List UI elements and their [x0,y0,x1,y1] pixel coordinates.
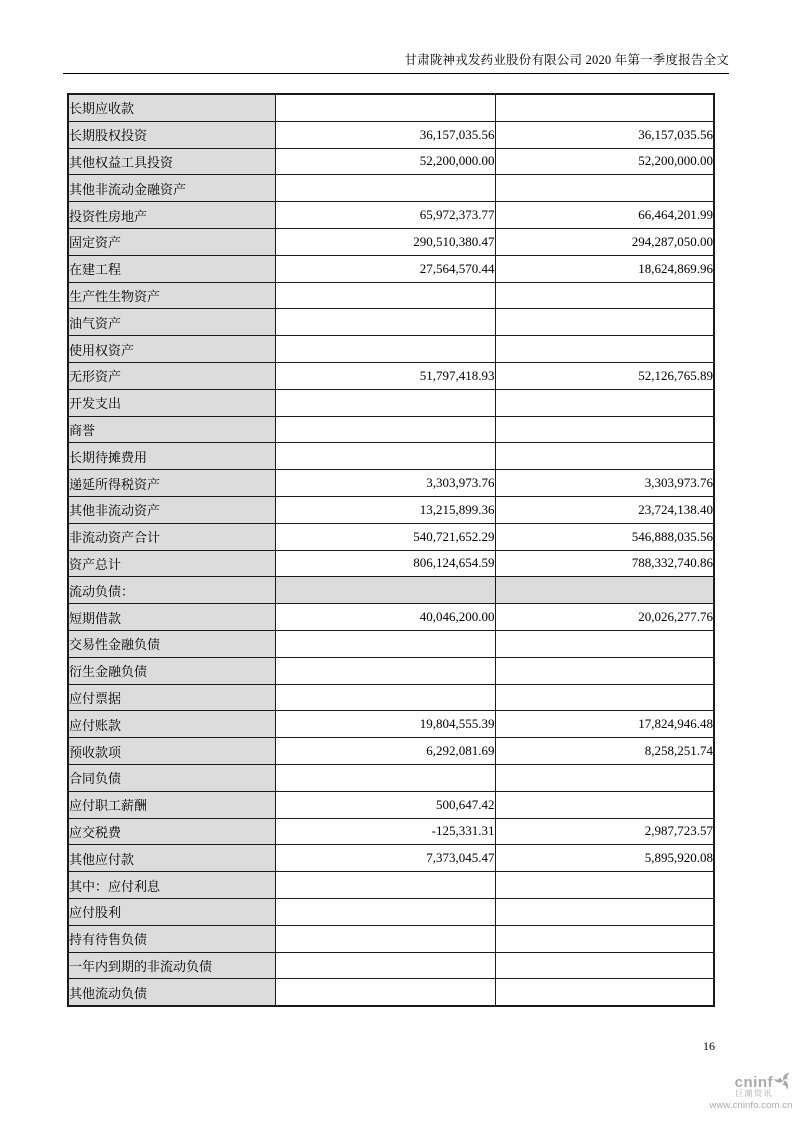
table-row [68,952,714,979]
item-label-cell: 长期待摊费用 [68,443,275,470]
table-row [68,872,714,899]
cninfo-logo-caption: 巨潮资讯 [735,1089,773,1098]
item-label-cell: 其他应付款 [68,845,275,872]
table-row [68,255,714,282]
item-label-cell: 使用权资产 [68,336,275,363]
current-period-value-cell [275,94,495,121]
table-row [68,416,714,443]
prior-period-value-cell [495,872,714,899]
item-label-cell: 应付票据 [68,684,275,711]
current-period-value-cell [275,443,495,470]
current-period-value-cell: 13,215,899.36 [275,496,495,523]
item-label-cell: 其他权益工具投资 [68,148,275,175]
prior-period-value-cell: 3,303,973.76 [495,470,714,497]
prior-period-value-cell: 788,332,740.86 [495,550,714,577]
table-row [68,845,714,872]
prior-period-value-cell [495,577,714,604]
current-period-value-cell [275,389,495,416]
table-row [68,496,714,523]
table-row [68,175,714,202]
page-number: 16 [703,1039,715,1053]
prior-period-value-cell [495,443,714,470]
current-period-value-cell [275,979,495,1006]
table-row [68,282,714,309]
current-period-value-cell [275,872,495,899]
current-period-value-cell [275,336,495,363]
current-period-value-cell: 540,721,652.29 [275,523,495,550]
item-label-cell: 交易性金融负债 [68,630,275,657]
item-label-cell: 其中：应付利息 [68,872,275,899]
item-label-cell: 在建工程 [68,255,275,282]
current-period-value-cell: 3,303,973.76 [275,470,495,497]
item-label-cell: 开发支出 [68,389,275,416]
item-label-cell: 合同负债 [68,764,275,791]
table-row [68,604,714,631]
table-row [68,630,714,657]
prior-period-value-cell [495,94,714,121]
table-row [68,684,714,711]
item-label-cell: 投资性房地产 [68,202,275,229]
table-row [68,898,714,925]
current-period-value-cell [275,282,495,309]
current-period-value-cell [275,764,495,791]
item-label-cell: 应交税费 [68,818,275,845]
table-row [68,121,714,148]
prior-period-value-cell [495,309,714,336]
prior-period-value-cell: 294,287,050.00 [495,228,714,255]
table-row [68,389,714,416]
current-period-value-cell: 19,804,555.39 [275,711,495,738]
prior-period-value-cell: 36,157,035.56 [495,121,714,148]
table-row [68,443,714,470]
prior-period-value-cell [495,175,714,202]
current-period-value-cell: 40,046,200.00 [275,604,495,631]
item-label-cell: 其他非流动资产 [68,496,275,523]
item-label-cell: 长期应收款 [68,94,275,121]
current-period-value-cell [275,925,495,952]
item-label-cell: 商誉 [68,416,275,443]
prior-period-value-cell: 8,258,251.74 [495,738,714,765]
item-label-cell: 资产总计 [68,550,275,577]
table-row [68,764,714,791]
table-row [68,925,714,952]
table-row [68,94,714,121]
prior-period-value-cell: 52,126,765.89 [495,362,714,389]
current-period-value-cell: 6,292,081.69 [275,738,495,765]
current-period-value-cell [275,416,495,443]
table-row [68,336,714,363]
item-label-cell: 一年内到期的非流动负债 [68,952,275,979]
prior-period-value-cell: 18,624,869.96 [495,255,714,282]
table-row [68,202,714,229]
current-period-value-cell: 51,797,418.93 [275,362,495,389]
prior-period-value-cell [495,925,714,952]
current-period-value-cell [275,952,495,979]
current-period-value-cell [275,577,495,604]
table-row [68,362,714,389]
prior-period-value-cell [495,630,714,657]
table-row [68,309,714,336]
item-label-cell: 短期借款 [68,604,275,631]
balance-sheet-body [68,94,714,1006]
cninfo-logo-url: www.cninfo.com.cn [709,1100,793,1111]
current-period-value-cell [275,657,495,684]
current-period-value-cell: 290,510,380.47 [275,228,495,255]
prior-period-value-cell: 546,888,035.56 [495,523,714,550]
prior-period-value-cell: 17,824,946.48 [495,711,714,738]
current-period-value-cell [275,175,495,202]
current-period-value-cell [275,684,495,711]
table-row [68,470,714,497]
item-label-cell: 非流动资产合计 [68,523,275,550]
prior-period-value-cell [495,282,714,309]
item-label-cell: 应付账款 [68,711,275,738]
item-label-cell: 预收款项 [68,738,275,765]
item-label-cell: 无形资产 [68,362,275,389]
item-label-cell: 衍生金融负债 [68,657,275,684]
table-row [68,979,714,1006]
item-label-cell: 长期股权投资 [68,121,275,148]
item-label-cell: 应付职工薪酬 [68,791,275,818]
current-period-value-cell: 36,157,035.56 [275,121,495,148]
current-period-value-cell [275,898,495,925]
item-label-cell: 应付股利 [68,898,275,925]
table-row [68,523,714,550]
table-row [68,818,714,845]
cninfo-swirl-icon [774,1071,793,1090]
prior-period-value-cell [495,416,714,443]
table-row [68,657,714,684]
prior-period-value-cell [495,764,714,791]
prior-period-value-cell: 2,987,723.57 [495,818,714,845]
current-period-value-cell: 806,124,654.59 [275,550,495,577]
table-row [68,148,714,175]
cninfo-logo-text: cninf [734,1073,773,1091]
table-row [68,550,714,577]
prior-period-value-cell [495,684,714,711]
item-label-cell: 持有待售负债 [68,925,275,952]
current-period-value-cell [275,309,495,336]
current-period-value-cell: 500,647.42 [275,791,495,818]
prior-period-value-cell [495,336,714,363]
item-label-cell: 其他流动负债 [68,979,275,1006]
item-label-cell: 其他非流动金融资产 [68,175,275,202]
prior-period-value-cell [495,979,714,1006]
current-period-value-cell: -125,331.31 [275,818,495,845]
prior-period-value-cell [495,657,714,684]
prior-period-value-cell [495,389,714,416]
table-row [68,738,714,765]
current-period-value-cell: 65,972,373.77 [275,202,495,229]
prior-period-value-cell: 23,724,138.40 [495,496,714,523]
prior-period-value-cell: 66,464,201.99 [495,202,714,229]
table-row [68,711,714,738]
cninfo-logo [709,1072,793,1111]
report-header-title: 甘肃陇神戎发药业股份有限公司 2020 年第一季度报告全文 [63,52,729,74]
prior-period-value-cell: 20,026,277.76 [495,604,714,631]
item-label-cell: 固定资产 [68,228,275,255]
prior-period-value-cell [495,952,714,979]
prior-period-value-cell [495,791,714,818]
item-label-cell: 递延所得税资产 [68,470,275,497]
prior-period-value-cell [495,898,714,925]
current-period-value-cell: 27,564,570.44 [275,255,495,282]
table-row [68,228,714,255]
item-label-cell: 生产性生物资产 [68,282,275,309]
current-period-value-cell: 52,200,000.00 [275,148,495,175]
item-label-cell: 流动负债： [68,577,275,604]
balance-sheet-table [67,93,715,1007]
table-row [68,791,714,818]
table-row [68,577,714,604]
current-period-value-cell [275,630,495,657]
item-label-cell: 油气资产 [68,309,275,336]
prior-period-value-cell: 52,200,000.00 [495,148,714,175]
current-period-value-cell: 7,373,045.47 [275,845,495,872]
prior-period-value-cell: 5,895,920.08 [495,845,714,872]
